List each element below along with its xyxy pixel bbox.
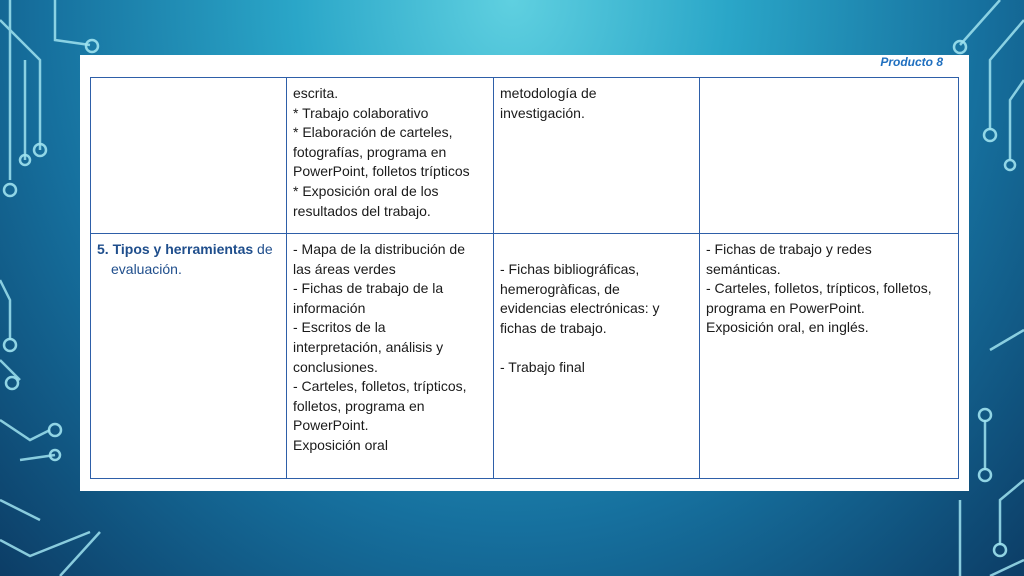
cell-line: - Fichas bibliográficas, xyxy=(500,261,640,277)
cell-line: las áreas verdes xyxy=(293,260,396,277)
cell-line: * Elaboración de carteles, xyxy=(293,124,453,141)
cell-line: - Fichas de trabajo de la xyxy=(293,280,444,297)
cell-line: escrita. xyxy=(293,85,339,101)
cell-line: interpretación, análisis y xyxy=(293,338,444,355)
cell-line: programa en PowerPoint. xyxy=(706,299,865,316)
section-title-line2: evaluación. xyxy=(111,260,182,277)
cell-line: investigación. xyxy=(500,104,585,121)
table-row xyxy=(91,78,959,234)
cell-line: - Trabajo final xyxy=(500,358,585,375)
cell-line: - Fichas de trabajo y redes xyxy=(706,241,872,257)
product-label: Producto 8 xyxy=(880,55,943,69)
cell-line: evidencias electrónicas: y xyxy=(500,300,660,317)
cell-line: folletos, programa en xyxy=(293,397,425,414)
cell-line: Exposición oral, en inglés. xyxy=(706,319,869,336)
table-cell xyxy=(91,78,287,234)
cell-line: PowerPoint, folletos trípticos xyxy=(293,163,470,180)
section-heading xyxy=(97,240,280,260)
table-cell xyxy=(700,78,959,234)
cell-line: * Trabajo colaborativo xyxy=(293,104,429,121)
evaluation-table xyxy=(90,77,959,479)
cell-line: - Carteles, folletos, trípticos, folletos, xyxy=(706,280,932,297)
table-cell xyxy=(494,234,700,479)
table-row xyxy=(91,234,959,479)
cell-line: - Carteles, folletos, trípticos, xyxy=(293,378,467,395)
cell-line: PowerPoint. xyxy=(293,417,369,434)
cell-line: - Mapa de la distribución de xyxy=(293,241,465,257)
table-cell xyxy=(700,234,959,479)
cell-line: Exposición oral xyxy=(293,436,388,453)
section-number: 5. xyxy=(97,241,109,257)
cell-line: resultados del trabajo. xyxy=(293,202,431,219)
cell-line: semánticas. xyxy=(706,260,781,277)
cell-line: metodología de xyxy=(500,85,597,101)
table-cell xyxy=(91,234,287,479)
table-cell xyxy=(494,78,700,234)
cell-line: * Exposición oral de los xyxy=(293,182,439,199)
cell-line: fotografías, programa en xyxy=(293,143,447,160)
cell-line: información xyxy=(293,299,366,316)
table-cell xyxy=(287,78,494,234)
table-cell xyxy=(287,234,494,479)
section-title-rest: de xyxy=(257,241,273,257)
cell-line: fichas de trabajo. xyxy=(500,319,607,336)
cell-line: conclusiones. xyxy=(293,358,378,375)
cell-line: - Escritos de la xyxy=(293,319,386,336)
cell-line: hemerogràficas, de xyxy=(500,280,620,297)
document-page xyxy=(80,55,969,491)
cell-line-blank xyxy=(500,338,693,358)
section-title-bold: Tipos y herramientas xyxy=(112,241,254,257)
